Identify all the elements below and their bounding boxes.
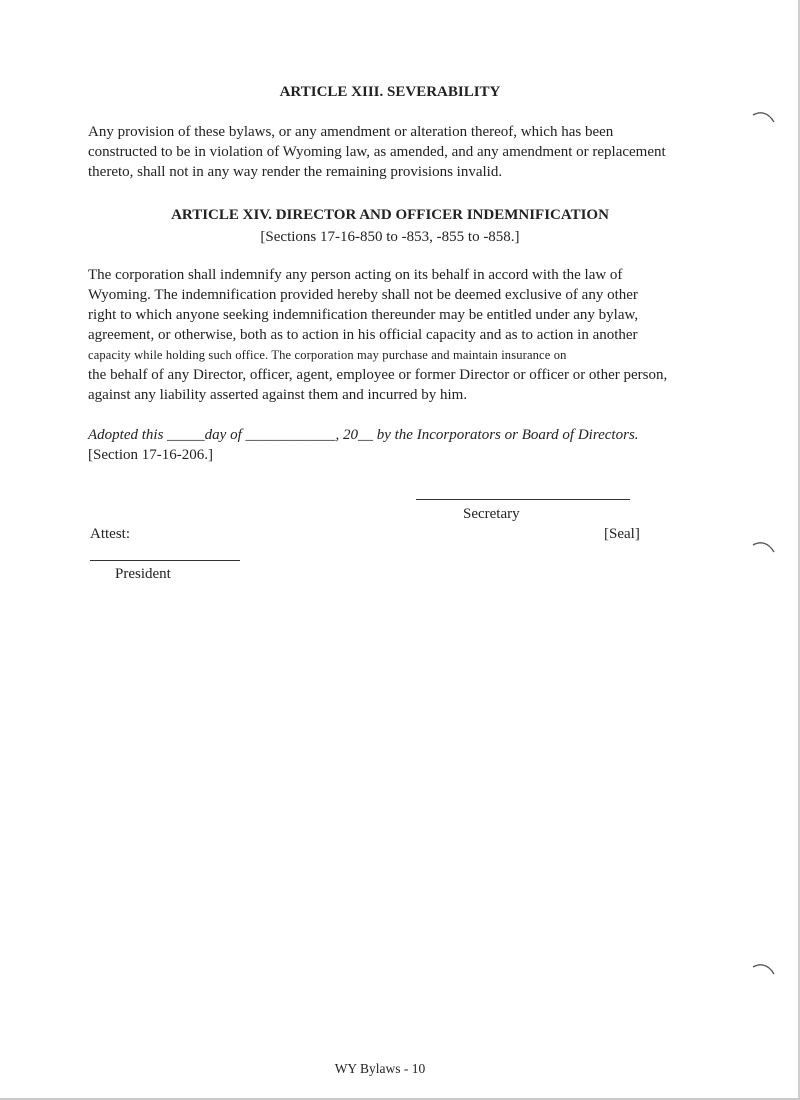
article-14-line: against any liability asserted against them and incurred by him. [88, 387, 468, 403]
adoption-statement: Adopted this _____day of ____________, 20__ by the Incorporators or Board of Directors. [88, 427, 639, 443]
seal-label: [Seal] [604, 526, 640, 542]
article-14-line: The corporation shall indemnify any person acting on its behalf in accord with the law of [88, 267, 623, 283]
punch-mark-icon [752, 540, 776, 554]
adoption-section: [Section 17-16-206.] [88, 447, 213, 463]
article-14-sections: [Sections 17-16-850 to -853, -855 to -858.] [260, 229, 520, 245]
page-footer: WY Bylaws - 10 [334, 1061, 426, 1076]
secretary-signature-line [416, 499, 630, 500]
article-14-paragraph [88, 265, 708, 405]
president-signature-line [90, 560, 240, 561]
president-label: President [115, 566, 171, 582]
article-14-line: Wyoming. The indemnification provided hereby shall not be deemed exclusive of any other [88, 287, 638, 303]
article-13-line: constructed to be in violation of Wyoming law, as amended, and any amendment or replacement [88, 144, 666, 160]
punch-mark-icon [752, 962, 776, 976]
article-14-line: right to which anyone seeking indemnification thereunder may be entitled under any bylaw, [88, 307, 639, 323]
article-13-heading: ARTICLE XIII. SEVERABILITY [279, 84, 501, 100]
attest-label: Attest: [90, 526, 130, 542]
adoption-block [88, 425, 708, 465]
article-13-line: Any provision of these bylaws, or any amendment or alteration thereof, which has been [88, 124, 614, 140]
article-13-paragraph [88, 122, 708, 182]
punch-mark-icon [752, 110, 776, 124]
article-14-line: capacity while holding such office. The corporation may purchase and maintain insurance on [88, 348, 567, 362]
article-14-heading: ARTICLE XIV. DIRECTOR AND OFFICER INDEMNIFICATION [171, 207, 609, 223]
article-14-line: the behalf of any Director, officer, agent, employee or former Director or officer or other person, [88, 367, 668, 383]
secretary-label: Secretary [463, 506, 520, 522]
article-13-line: thereto, shall not in any way render the remaining provisions invalid. [88, 164, 503, 180]
article-14-line: agreement, or otherwise, both as to action in his official capacity and as to action in another [88, 327, 638, 343]
